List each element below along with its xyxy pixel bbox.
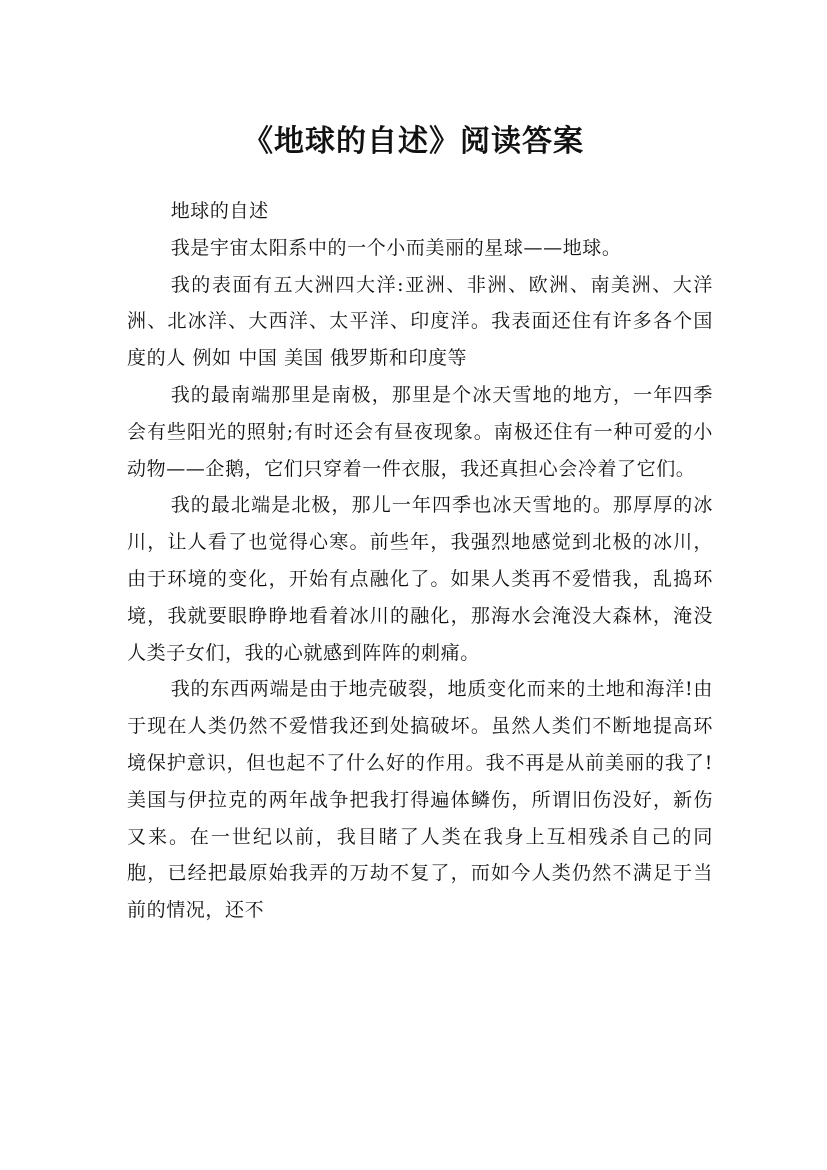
body-paragraph: 我的最南端那里是南极，那里是个冰天雪地的地方，一年四季会有些阳光的照射;有时还会有昼夜现象。南极还住有一种可爱的小动物——企鹅，它们只穿着一件衣服，我还真担心会冷着了它们。 bbox=[127, 383, 713, 480]
body-paragraph: 我的表面有五大洲四大洋:亚洲、非洲、欧洲、南美洲、大洋洲、北冰洋、大西洋、太平洋、印度洋。我表面还住有许多各个国度的人 例如 中国 美国 俄罗斯和印度等 bbox=[127, 273, 713, 370]
document-title: 《地球的自述》阅读答案 bbox=[243, 124, 584, 160]
document-body bbox=[127, 193, 713, 929]
body-paragraph: 我是宇宙太阳系中的一个小而美丽的星球——地球。 bbox=[170, 236, 622, 259]
body-paragraph: 我的最北端是北极，那儿一年四季也冰天雪地的。那厚厚的冰川，让人看了也觉得心寒。前些年，我强烈地感觉到北极的冰川，由于环境的变化，开始有点融化了。如果人类再不爱惜我，乱捣环境，我就要眼睁睁地看着冰川的融化，那海水会淹没大森林，淹没人类子女们，我的心就感到阵阵的刺痛。 bbox=[127, 494, 713, 664]
subtitle-paragraph: 地球的自述 bbox=[170, 200, 269, 222]
body-paragraph: 我的东西两端是由于地壳破裂，地质变化而来的土地和海洋!由于现在人类仍然不爱惜我还到处搞破坏。虽然人类们不断地提高环境保护意识，但也起不了什么好的作用。我不再是从前美丽的我了!美国与伊拉克的两年战争把我打得遍体鳞伤，所谓旧伤没好，新伤又来。在一世纪以前，我目睹了人类在我身上互相残杀自己的同胞，已经把最原始我弄的万劫不复了，而如今人类仍然不满足于当前的情况，还不 bbox=[127, 678, 713, 922]
